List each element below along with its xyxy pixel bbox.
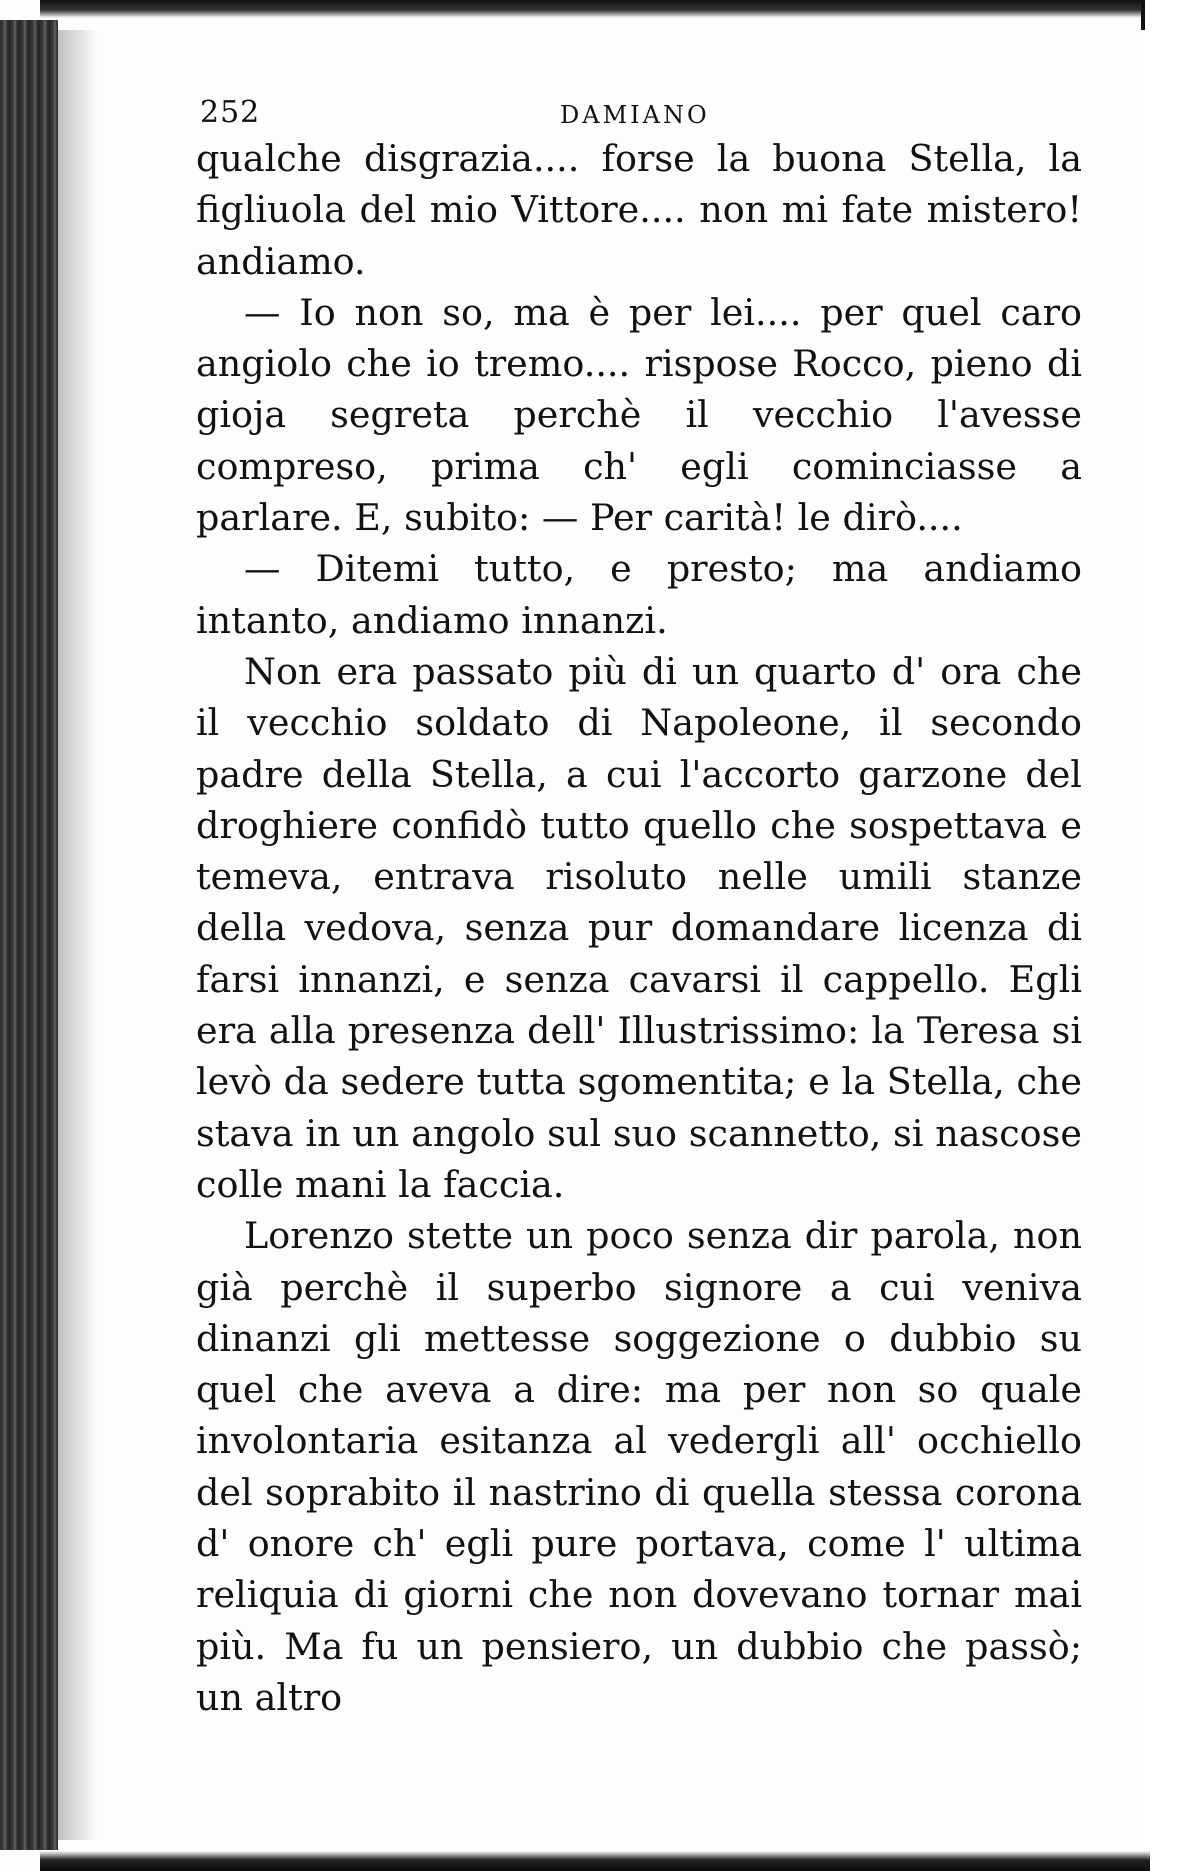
paragraph-continued: qualche disgrazia.... forse la buona Stella, la figliuola del mio Vittore.... non mi fate mistero! andiamo. (196, 137, 1082, 283)
scan-margin-right (1145, 0, 1181, 1871)
page-number: 252 (200, 95, 261, 130)
gutter-shadow (58, 30, 98, 1840)
paragraph-lorenzo: Lorenzo stette un poco senza dir parola, non già perchè il superbo signore a cui veniva dinanzi gli mettesse soggezione o dubbio su quel che aveva a dire: ma per non so quale involontaria esitanza al vedergli all' occhiello del soprabito il nastrino di quella stessa corona d' onore ch' egli pure portava, come l' ultima reliquia di giorni che non dovevano tornar mai più. Ma fu un pensiero, un dubbio che passò; un altro (196, 1214, 1082, 1719)
running-head (200, 95, 1080, 135)
running-title: DAMIANO (560, 101, 710, 129)
paragraph-dialogue-rocco: — Io non so, ma è per lei.... per quel caro angiolo che io tremo.... rispose Rocco, pieno di gioja segreta perchè il vecchio l'avesse compreso, prima ch' egli cominciasse a parlare. E, subito: — Per carità! le dirò.... (196, 290, 1082, 540)
paragraph-narrative: Non era passato più di un quarto d' ora che il vecchio soldato di Napoleone, il secondo padre della Stella, a cui l'accorto garzone del droghiere confidò tutto quello che sospettava e temeva, entrava risoluto nelle umili stanze della vedova, senza pur domandare licenza di farsi innanzi, e senza cavarsi il cappello. Egli era alla presenza dell' Illustrissimo: la Teresa si levò da sedere tutta sgomentita; e la Stella, che stava in un angolo sul suo scannetto, si nascose colle mani la faccia. (196, 649, 1082, 1206)
body-text (196, 133, 1082, 1723)
scan-edge-top (40, 0, 1150, 18)
scan-edge-bottom (40, 1851, 1150, 1871)
paragraph-dialogue-lorenzo: — Ditemi tutto, e presto; ma andiamo intanto, andiamo innanzi. (196, 547, 1082, 642)
book-spine-shadow (0, 20, 58, 1850)
